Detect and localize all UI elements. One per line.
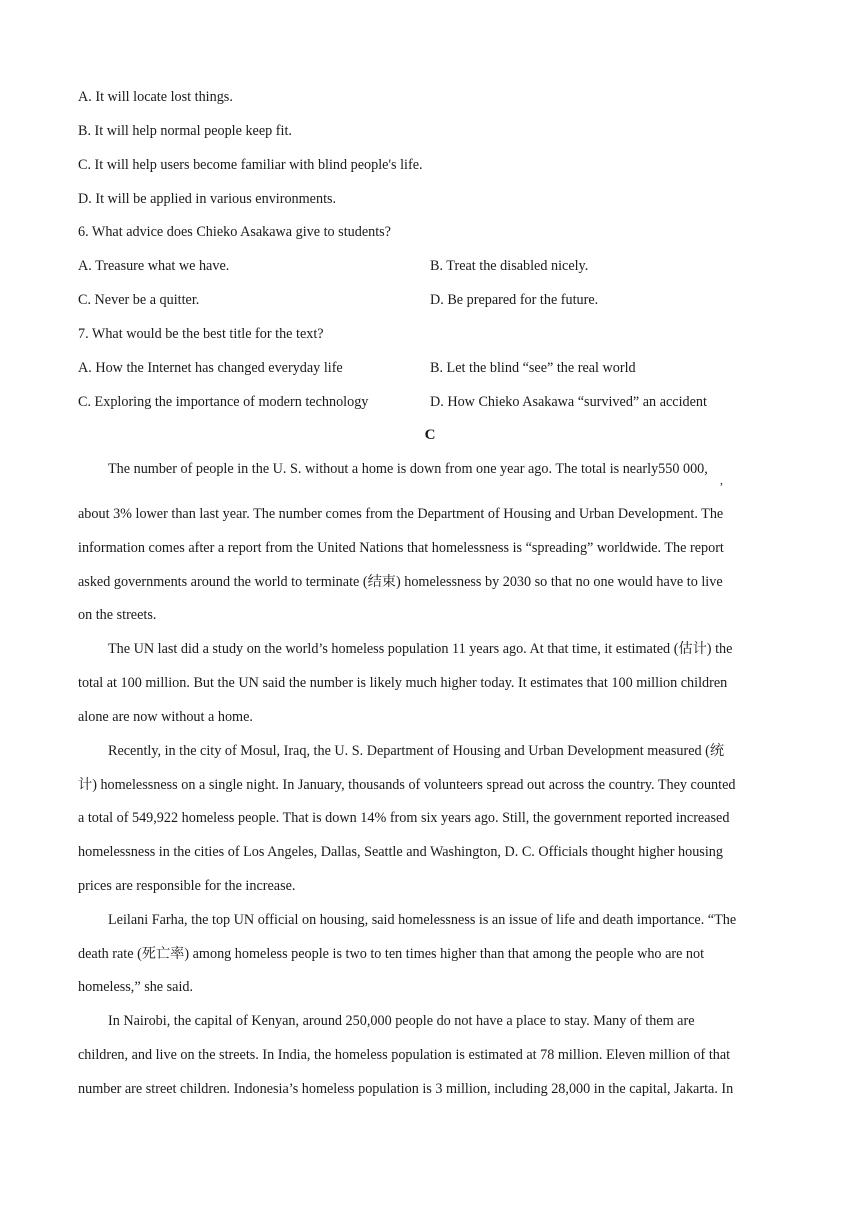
q6-question: 6. What advice does Chieko Asakawa give to students?: [78, 224, 391, 240]
section-heading: C: [424, 427, 436, 443]
q6-option-c: C. Never be a quitter.: [78, 292, 200, 308]
q6-option-b: B. Treat the disabled nicely.: [430, 258, 589, 274]
passage-line: homeless,” she said.: [78, 979, 194, 995]
passage-line: In Nairobi, the capital of Kenyan, around 250,000 people do not have a place to stay. Many of them are: [108, 1013, 695, 1029]
passage-line: The UN last did a study on the world’s homeless population 11 years ago. At that time, it estimated (估计) the: [108, 641, 733, 657]
passage-line: on the streets.: [78, 607, 157, 623]
passage-line: Leilani Farha, the top UN official on housing, said homelessness is an issue of life and death importance. “The: [108, 912, 737, 928]
passage-line: Recently, in the city of Mosul, Iraq, the U. S. Department of Housing and Urban Development measured (统: [108, 743, 725, 759]
passage-line: The number of people in the U. S. without a home is down from one year ago. The total is nearly550 000,: [108, 461, 708, 477]
passage-line: asked governments around the world to terminate (结束) homelessness by 2030 so that no one would have to live: [78, 574, 723, 590]
q7-question: 7. What would be the best title for the text?: [78, 326, 324, 342]
passage-line: homelessness in the cities of Los Angeles, Dallas, Seattle and Washington, D. C. Officials thought higher housing: [78, 844, 723, 860]
q5-option-d: D. It will be applied in various environments.: [78, 191, 337, 207]
q7-option-a: A. How the Internet has changed everyday life: [78, 360, 343, 376]
q7-option-c: C. Exploring the importance of modern technology: [78, 394, 369, 410]
passage-line: total at 100 million. But the UN said the number is likely much higher today. It estimates that 100 million children: [78, 675, 728, 691]
q5-option-c: C. It will help users become familiar with blind people's life.: [78, 157, 423, 173]
passage-line: children, and live on the streets. In India, the homeless population is estimated at 78 million. Eleven million of that: [78, 1047, 731, 1063]
q6-option-a: A. Treasure what we have.: [78, 258, 230, 274]
passage-line: death rate (死亡率) among homeless people is two to ten times higher than that among the people who are not: [78, 946, 705, 962]
passage-line: a total of 549,922 homeless people. That is down 14% from six years ago. Still, the government reported increased: [78, 810, 730, 826]
q6-option-d: D. Be prepared for the future.: [430, 292, 599, 308]
q7-option-b: B. Let the blind “see” the real world: [430, 360, 636, 376]
passage-line: prices are responsible for the increase.: [78, 878, 296, 894]
passage-line: about 3% lower than last year. The number comes from the Department of Housing and Urban Development. The: [78, 506, 724, 522]
q7-option-d: D. How Chieko Asakawa “survived” an accident: [430, 394, 707, 410]
passage-line: alone are now without a home.: [78, 709, 253, 725]
passage-line: information comes after a report from the United Nations that homelessness is “spreading” worldwide. The report: [78, 540, 724, 556]
passage-line: 计) homelessness on a single night. In January, thousands of volunteers spread out across the country. They counted: [78, 777, 736, 793]
passage-line: number are street children. Indonesia’s homeless population is 3 million, including 28,000 in the capital, Jakarta. In: [78, 1081, 734, 1097]
stray-comma-mark: ,: [720, 473, 723, 487]
q5-option-b: B. It will help normal people keep fit.: [78, 123, 292, 139]
q5-option-a: A. It will locate lost things.: [78, 89, 233, 105]
